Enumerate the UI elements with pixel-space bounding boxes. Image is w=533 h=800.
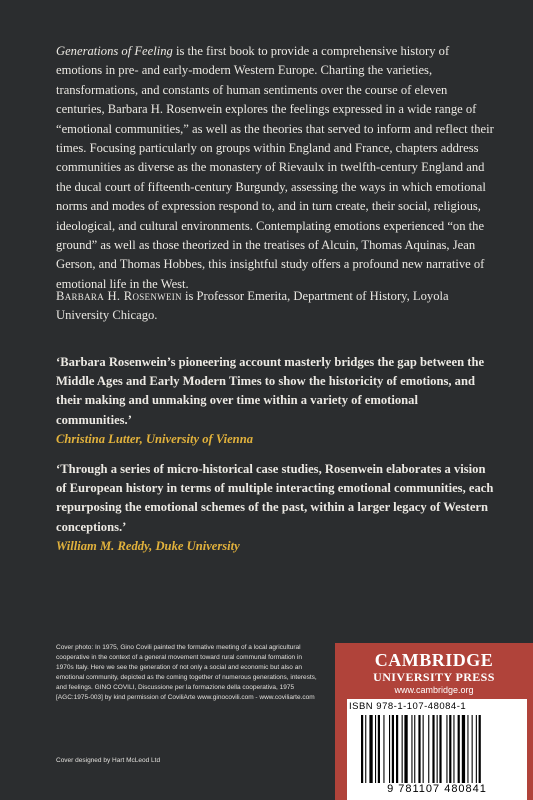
barcode-digits: 9 781107 480841	[387, 783, 487, 795]
book-title: Generations of Feeling	[56, 44, 173, 58]
back-cover-blurb	[56, 42, 496, 294]
blurb-text: is the first book to provide a comprehensive history of emotions in pre- and early-modern Western Europe. Charting the varieties, transformations, and constants of human sentiments over the course of eleven centuries, Barbara H. Rosenwein explores the feelings expressed in a wide range of “emotional communities,” as well as the theories that served to inform and reflect their times. Focusing particularly on groups within England and France, chapters address communities as diverse as the monastery of Rievaulx in twelfth-century England and the ducal court of fifteenth-century Burgundy, assessing the ways in which emotional norms and modes of expression respond to, and in turn create, their social, religious, ideological, and cultural environments. Contemplating emotions experienced “on the ground” as well as those theorized in the treatises of Alcuin, Thomas Aquinas, Jean Gerson, and Thomas Hobbes, this insightful study offers a profound new narrative of emotional life in the West.	[56, 44, 494, 291]
endorsement-quote	[56, 460, 496, 556]
publisher-subtitle: UNIVERSITY PRESS	[373, 670, 495, 684]
author-bio	[56, 287, 496, 326]
endorsement-quote	[56, 353, 496, 449]
quote-attribution: William M. Reddy, Duke University	[56, 538, 240, 553]
author-bio-text: is Professor Emerita, Department of History, Loyola University Chicago.	[56, 289, 449, 323]
publisher-url[interactable]: www.cambridge.org	[394, 685, 474, 695]
quote-attribution: Christina Lutter, University of Vienna	[56, 431, 253, 446]
quote-text: ‘Barbara Rosenwein’s pioneering account masterly bridges the gap between the Middle Ages and Early Modern Times to show the historicity of emotions, and their making and unmaking over time within a variety of emotional communities.’	[56, 355, 485, 427]
quote-text: ‘Through a series of micro-historical case studies, Rosenwein elaborates a vision of European history in terms of multiple interacting emotional communities, each repurposing the emotional schemes of the past, within a larger legacy of Western conceptions.’	[56, 462, 494, 534]
isbn-number: ISBN 978-1-107-48084-1	[349, 701, 467, 712]
publisher-panel	[335, 643, 533, 800]
publisher-name: CAMBRIDGE	[374, 650, 494, 670]
author-name: Barbara H. Rosenwein	[56, 289, 182, 303]
barcode-label	[347, 699, 527, 800]
cover-designer-credit: Cover designed by Hart McLeod Ltd	[56, 757, 161, 764]
barcode-icon	[359, 715, 519, 783]
cover-photo-credits: Cover photo: In 1975, Gino Covili painted the formative meeting of a local agricultural cooperative in the context of a general movement toward rural communal formation in 1970s Italy. Here we see the generation of not only a social and economic but also an emotional community, depicted as the coming together of numerous generations, interests, and feelings. GINO COVILI, Discussione per la formazione della cooperativa, 1975 [AGC:1975-003] by kind permission of CoviliArte www.ginocovili.com - www.coviliarte.com	[56, 644, 317, 702]
